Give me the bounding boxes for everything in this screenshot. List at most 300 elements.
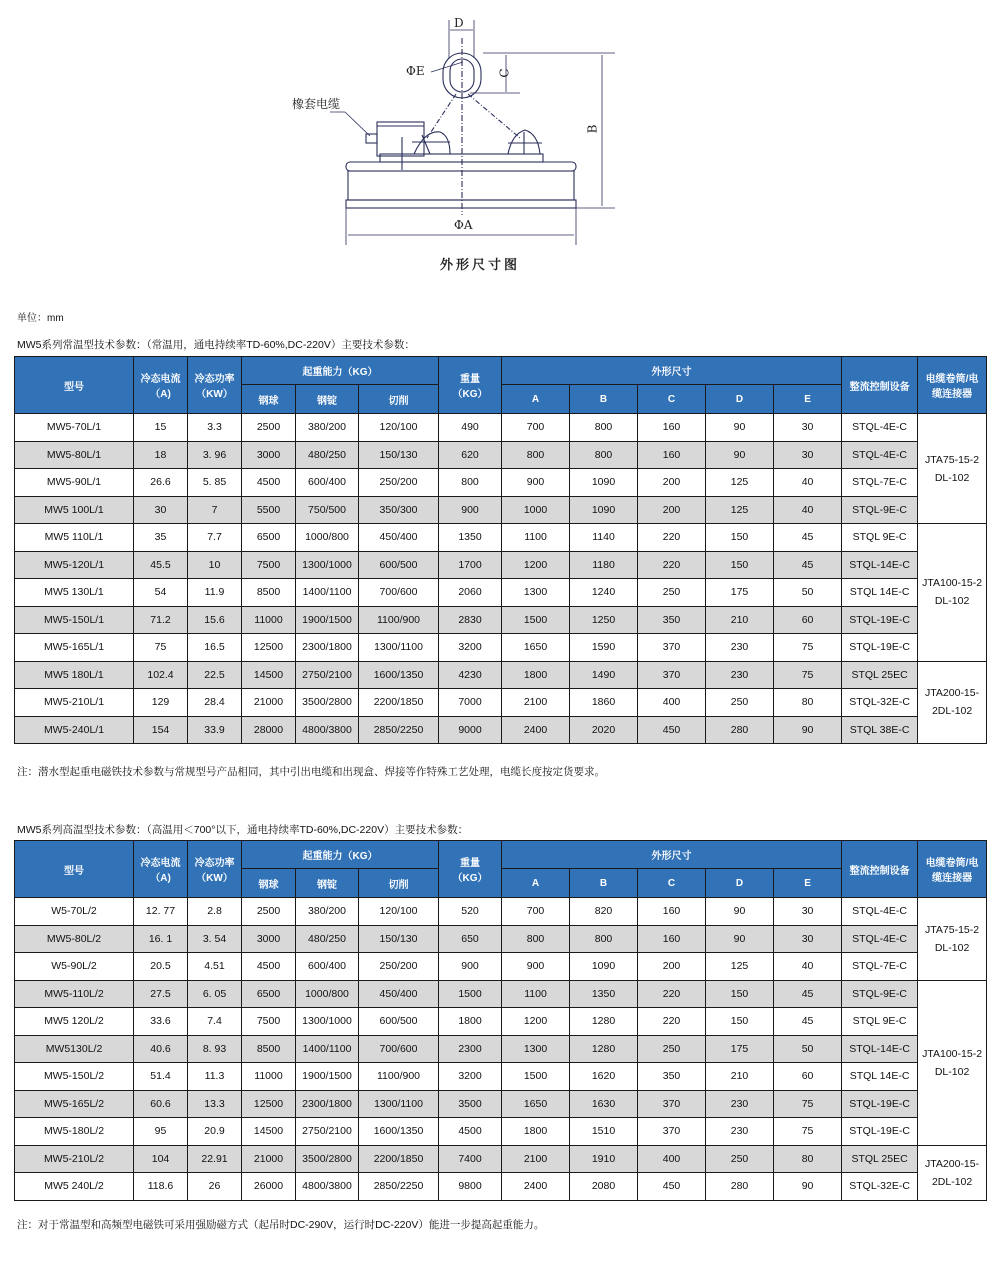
cell-steel-ball: 8500	[242, 1035, 296, 1063]
header-power: 冷态功率 （KW）	[188, 841, 242, 898]
table-row	[15, 579, 987, 607]
cell-dim-b: 800	[570, 441, 638, 469]
cell-model: MW5-210L/1	[15, 689, 134, 717]
cell-dim-d: 150	[706, 1008, 774, 1036]
connector-line1: JTA75-15-2	[925, 453, 980, 466]
cell-dim-e: 60	[774, 1063, 842, 1091]
cell-dim-a: 1300	[502, 1035, 570, 1063]
cell-cold-current: 35	[134, 524, 188, 552]
header-model: 型号	[15, 841, 134, 898]
cell-steel-ingot: 3500/2800	[296, 1145, 359, 1173]
cell-dim-b: 1350	[570, 980, 638, 1008]
header-steel-ball: 钢球	[242, 385, 296, 414]
cell-model: MW5-70L/1	[15, 414, 134, 442]
diagram-caption: 外形尺寸图	[439, 258, 520, 273]
table-row	[15, 414, 987, 442]
table1-note: 注：潜水型起重电磁铁技术参数与常规型号产品相同，其中引出电缆和出现盒、焊接等作特殊工艺处理，电缆长度按定货要求。	[17, 766, 605, 778]
cell-model: MW5 100L/1	[15, 496, 134, 524]
cell-steel-ball: 21000	[242, 1145, 296, 1173]
cell-dim-a: 800	[502, 925, 570, 953]
cell-model: W5-70L/2	[15, 898, 134, 926]
cell-dim-e: 45	[774, 980, 842, 1008]
cell-cold-power: 3.3	[188, 414, 242, 442]
cell-steel-ball: 4500	[242, 953, 296, 981]
cell-weight: 2300	[439, 1035, 502, 1063]
cell-steel-ingot: 4800/3800	[296, 1173, 359, 1201]
cell-cable-connector	[918, 898, 987, 981]
cell-dim-b: 800	[570, 925, 638, 953]
cell-steel-ball: 28000	[242, 716, 296, 744]
cell-dim-b: 1280	[570, 1008, 638, 1036]
cell-steel-ingot: 380/200	[296, 414, 359, 442]
table-row	[15, 496, 987, 524]
cell-steel-ball: 8500	[242, 579, 296, 607]
cell-rectifier: STQL 14E-C	[842, 1063, 918, 1091]
cell-steel-ingot: 480/250	[296, 925, 359, 953]
high-temp-spec-table	[14, 840, 987, 1201]
unit-label: 单位：mm	[17, 313, 64, 324]
cell-model: MW5-80L/1	[15, 441, 134, 469]
cell-cold-current: 16. 1	[134, 925, 188, 953]
cell-steel-ball: 7500	[242, 551, 296, 579]
cell-dim-d: 250	[706, 689, 774, 717]
cell-steel-ingot: 4800/3800	[296, 716, 359, 744]
cell-steel-ingot: 2750/2100	[296, 1118, 359, 1146]
cell-steel-ingot: 2300/1800	[296, 634, 359, 662]
cell-dim-d: 250	[706, 1145, 774, 1173]
cell-dim-c: 250	[638, 579, 706, 607]
cell-weight: 900	[439, 953, 502, 981]
cell-dim-e: 75	[774, 661, 842, 689]
header-weight: 重量 （KG）	[439, 357, 502, 414]
connector-line1: JTA200-15-	[925, 1157, 980, 1170]
cell-steel-ball: 3000	[242, 441, 296, 469]
cell-dim-a: 1650	[502, 634, 570, 662]
cell-model: MW5-180L/2	[15, 1118, 134, 1146]
cell-dim-b: 1240	[570, 579, 638, 607]
cell-model: MW5-90L/1	[15, 469, 134, 497]
cell-dim-d: 280	[706, 1173, 774, 1201]
cell-dim-d: 230	[706, 634, 774, 662]
cell-dim-e: 75	[774, 1118, 842, 1146]
table-row	[15, 1090, 987, 1118]
cell-steel-ball: 14500	[242, 661, 296, 689]
table-row	[15, 551, 987, 579]
cell-dim-c: 370	[638, 1090, 706, 1118]
table-row	[15, 953, 987, 981]
cell-rectifier: STQL-7E-C	[842, 953, 918, 981]
cell-cutting: 450/400	[359, 980, 439, 1008]
cell-cold-power: 11.9	[188, 579, 242, 607]
cell-rectifier: STQL-4E-C	[842, 441, 918, 469]
cell-steel-ingot: 1000/800	[296, 980, 359, 1008]
cell-cold-current: 18	[134, 441, 188, 469]
cell-dim-a: 1200	[502, 551, 570, 579]
cell-dim-a: 1300	[502, 579, 570, 607]
cell-rectifier: STQL-4E-C	[842, 925, 918, 953]
cell-steel-ball: 14500	[242, 1118, 296, 1146]
cell-rectifier: STQL-7E-C	[842, 469, 918, 497]
cell-rectifier: STQL-14E-C	[842, 1035, 918, 1063]
cell-dim-e: 30	[774, 925, 842, 953]
cell-dim-e: 40	[774, 953, 842, 981]
cell-model: MW5130L/2	[15, 1035, 134, 1063]
cell-dim-d: 230	[706, 1090, 774, 1118]
header-dim-e: E	[774, 385, 842, 414]
cell-dim-c: 370	[638, 661, 706, 689]
table2-title: MW5系列高温型技术参数：（高温用＜700°以下，通电持续率TD-60%,DC-220V）主要技术参数：	[17, 824, 469, 836]
cell-steel-ball: 11000	[242, 1063, 296, 1091]
cell-dim-c: 400	[638, 1145, 706, 1173]
cell-dim-b: 1910	[570, 1145, 638, 1173]
cell-cutting: 600/500	[359, 1008, 439, 1036]
cell-dim-c: 370	[638, 634, 706, 662]
cell-weight: 4230	[439, 661, 502, 689]
cell-dim-a: 1500	[502, 606, 570, 634]
header-cable-connector: 电缆卷筒/电 缆连接器	[918, 357, 987, 414]
connector-line1: JTA100-15-2	[922, 577, 983, 590]
cell-cold-current: 95	[134, 1118, 188, 1146]
cell-dim-d: 125	[706, 953, 774, 981]
cell-cutting: 2200/1850	[359, 1145, 439, 1173]
cell-steel-ingot: 3500/2800	[296, 689, 359, 717]
cell-cold-power: 5. 85	[188, 469, 242, 497]
cell-steel-ball: 7500	[242, 1008, 296, 1036]
cell-model: MW5-165L/1	[15, 634, 134, 662]
cell-cold-power: 20.9	[188, 1118, 242, 1146]
table-row	[15, 1035, 987, 1063]
magnet-drawing	[330, 0, 630, 280]
cell-cold-current: 51.4	[134, 1063, 188, 1091]
cell-steel-ball: 12500	[242, 634, 296, 662]
cell-cold-power: 7.7	[188, 524, 242, 552]
cell-dim-e: 45	[774, 524, 842, 552]
cell-dim-e: 45	[774, 551, 842, 579]
cell-steel-ball: 21000	[242, 689, 296, 717]
cell-rectifier: STQL-4E-C	[842, 898, 918, 926]
cell-cold-power: 28.4	[188, 689, 242, 717]
table-row	[15, 980, 987, 1008]
cell-model: MW5 240L/2	[15, 1173, 134, 1201]
cell-dim-b: 1630	[570, 1090, 638, 1118]
cell-dim-a: 1500	[502, 1063, 570, 1091]
cell-dim-c: 160	[638, 414, 706, 442]
cell-dim-b: 1250	[570, 606, 638, 634]
cell-rectifier: STQL 25EC	[842, 661, 918, 689]
cell-dim-a: 1800	[502, 1118, 570, 1146]
connector-line2: DL-102	[934, 595, 970, 608]
table-row	[15, 1063, 987, 1091]
cell-model: MW5-150L/2	[15, 1063, 134, 1091]
table-row	[15, 898, 987, 926]
cell-steel-ingot: 600/400	[296, 469, 359, 497]
cell-cutting: 600/500	[359, 551, 439, 579]
cell-dim-e: 30	[774, 441, 842, 469]
table-row	[15, 441, 987, 469]
cell-dim-d: 125	[706, 469, 774, 497]
connector-line1: JTA75-15-2	[925, 923, 980, 936]
cell-cutting: 2850/2250	[359, 1173, 439, 1201]
table2-note: 注：对于常温型和高频型电磁铁可采用强励磁方式（起吊时DC-290V，运行时DC-220V）能进一步提高起重能力。	[17, 1219, 545, 1231]
dim-d-label: D	[454, 16, 464, 30]
cell-dim-c: 350	[638, 1063, 706, 1091]
cell-weight: 800	[439, 469, 502, 497]
cell-dim-d: 210	[706, 606, 774, 634]
cell-steel-ball: 2500	[242, 414, 296, 442]
cell-dim-a: 1000	[502, 496, 570, 524]
cell-dim-e: 80	[774, 1145, 842, 1173]
cell-steel-ingot: 2300/1800	[296, 1090, 359, 1118]
connector-line2: 2DL-102	[931, 1175, 973, 1188]
cell-cold-power: 22.5	[188, 661, 242, 689]
cell-cutting: 250/200	[359, 469, 439, 497]
header-lifting-capacity: 起重能力（KG）	[242, 357, 439, 385]
header-dim-e: E	[774, 869, 842, 898]
cell-dim-b: 2080	[570, 1173, 638, 1201]
header-rectifier: 整流控制设备	[842, 357, 918, 414]
table1-title: MW5系列常温型技术参数：（常温用，通电持续率TD-60%,DC-220V）主要技术参数：	[17, 339, 415, 351]
header-weight: 重量 （KG）	[439, 841, 502, 898]
cell-cold-current: 15	[134, 414, 188, 442]
cell-dim-d: 175	[706, 579, 774, 607]
cell-cutting: 450/400	[359, 524, 439, 552]
cell-dim-c: 200	[638, 953, 706, 981]
cell-rectifier: STQL-9E-C	[842, 496, 918, 524]
cell-dim-d: 230	[706, 661, 774, 689]
cell-dim-e: 90	[774, 1173, 842, 1201]
cell-cold-current: 102.4	[134, 661, 188, 689]
cell-cold-current: 54	[134, 579, 188, 607]
cell-weight: 2830	[439, 606, 502, 634]
cell-dim-d: 230	[706, 1118, 774, 1146]
cell-dim-e: 30	[774, 898, 842, 926]
cell-steel-ingot: 1300/1000	[296, 551, 359, 579]
cell-dim-e: 75	[774, 634, 842, 662]
cell-weight: 620	[439, 441, 502, 469]
cell-rectifier: STQL-9E-C	[842, 980, 918, 1008]
cell-dim-d: 125	[706, 496, 774, 524]
cell-cold-power: 6. 05	[188, 980, 242, 1008]
cell-cable-connector	[918, 1145, 987, 1200]
cell-cold-power: 15.6	[188, 606, 242, 634]
cell-dim-c: 160	[638, 898, 706, 926]
cell-steel-ingot: 380/200	[296, 898, 359, 926]
header-dim-b: B	[570, 385, 638, 414]
cell-dim-b: 2020	[570, 716, 638, 744]
cell-dim-d: 90	[706, 441, 774, 469]
cell-steel-ball: 6500	[242, 980, 296, 1008]
cell-cold-current: 154	[134, 716, 188, 744]
connector-line2: DL-102	[934, 941, 970, 954]
cell-steel-ingot: 2750/2100	[296, 661, 359, 689]
cell-cold-current: 12. 77	[134, 898, 188, 926]
header-lifting-capacity: 起重能力（KG）	[242, 841, 439, 869]
cell-cold-current: 27.5	[134, 980, 188, 1008]
cell-dim-e: 80	[774, 689, 842, 717]
table-row	[15, 716, 987, 744]
cell-rectifier: STQL-4E-C	[842, 414, 918, 442]
cell-weight: 3500	[439, 1090, 502, 1118]
cell-cold-power: 7.4	[188, 1008, 242, 1036]
header-dim-a: A	[502, 869, 570, 898]
connector-line2: 2DL-102	[931, 705, 973, 718]
cell-dim-a: 2100	[502, 1145, 570, 1173]
cell-dim-a: 2400	[502, 716, 570, 744]
cell-weight: 490	[439, 414, 502, 442]
cell-cold-current: 20.5	[134, 953, 188, 981]
dim-b-label: B	[585, 124, 600, 134]
cell-cold-current: 40.6	[134, 1035, 188, 1063]
cell-cutting: 120/100	[359, 898, 439, 926]
cell-dim-b: 1090	[570, 469, 638, 497]
table-row	[15, 634, 987, 662]
cell-dim-a: 1800	[502, 661, 570, 689]
cell-cutting: 1300/1100	[359, 634, 439, 662]
cell-dim-a: 2400	[502, 1173, 570, 1201]
cell-dim-b: 1590	[570, 634, 638, 662]
cell-model: MW5-240L/1	[15, 716, 134, 744]
header-steel-ball: 钢球	[242, 869, 296, 898]
cell-dim-a: 900	[502, 953, 570, 981]
cell-dim-d: 280	[706, 716, 774, 744]
cell-cutting: 350/300	[359, 496, 439, 524]
cell-weight: 520	[439, 898, 502, 926]
cell-cutting: 700/600	[359, 579, 439, 607]
cell-weight: 7000	[439, 689, 502, 717]
cell-cold-power: 4.51	[188, 953, 242, 981]
header-dim-b: B	[570, 869, 638, 898]
cell-dim-b: 1090	[570, 953, 638, 981]
cell-dim-e: 30	[774, 414, 842, 442]
header-dim-d: D	[706, 869, 774, 898]
cell-rectifier: STQL-32E-C	[842, 1173, 918, 1201]
cell-steel-ball: 3000	[242, 925, 296, 953]
cell-cold-power: 8. 93	[188, 1035, 242, 1063]
cell-model: MW5 110L/1	[15, 524, 134, 552]
cell-rectifier: STQL-19E-C	[842, 1090, 918, 1118]
table-row	[15, 689, 987, 717]
cell-weight: 2060	[439, 579, 502, 607]
cell-weight: 1800	[439, 1008, 502, 1036]
cell-dim-d: 210	[706, 1063, 774, 1091]
cell-cold-power: 33.9	[188, 716, 242, 744]
header-model: 型号	[15, 357, 134, 414]
cell-cold-current: 71.2	[134, 606, 188, 634]
cell-cold-current: 75	[134, 634, 188, 662]
cell-dim-e: 90	[774, 716, 842, 744]
cell-dim-e: 75	[774, 1090, 842, 1118]
cell-cold-power: 11.3	[188, 1063, 242, 1091]
cell-dim-d: 90	[706, 925, 774, 953]
cell-steel-ingot: 1300/1000	[296, 1008, 359, 1036]
cell-model: MW5 180L/1	[15, 661, 134, 689]
cell-rectifier: STQL-32E-C	[842, 689, 918, 717]
cell-dim-a: 1100	[502, 980, 570, 1008]
cell-weight: 900	[439, 496, 502, 524]
cell-steel-ingot: 1400/1100	[296, 1035, 359, 1063]
cell-dim-a: 700	[502, 898, 570, 926]
cell-cable-connector	[918, 980, 987, 1145]
cell-steel-ingot: 1900/1500	[296, 606, 359, 634]
cell-weight: 650	[439, 925, 502, 953]
cell-cold-current: 45.5	[134, 551, 188, 579]
cell-dim-c: 220	[638, 551, 706, 579]
cell-dim-e: 40	[774, 496, 842, 524]
header-current: 冷态电流 （A)	[134, 841, 188, 898]
cell-dim-a: 700	[502, 414, 570, 442]
cell-steel-ingot: 1400/1100	[296, 579, 359, 607]
cell-dim-b: 1490	[570, 661, 638, 689]
cell-cold-current: 30	[134, 496, 188, 524]
table-row	[15, 1173, 987, 1201]
cell-cold-power: 2.8	[188, 898, 242, 926]
cell-dim-b: 820	[570, 898, 638, 926]
cell-cold-power: 3. 96	[188, 441, 242, 469]
cable-label: 橡套电缆	[292, 97, 341, 111]
cell-cable-connector	[918, 414, 987, 524]
cell-dim-d: 150	[706, 551, 774, 579]
cell-cutting: 1100/900	[359, 1063, 439, 1091]
cell-cold-current: 104	[134, 1145, 188, 1173]
cell-dim-c: 350	[638, 606, 706, 634]
cell-dim-c: 220	[638, 1008, 706, 1036]
cell-cutting: 2200/1850	[359, 689, 439, 717]
cell-dim-c: 220	[638, 980, 706, 1008]
cell-steel-ball: 26000	[242, 1173, 296, 1201]
header-dim-c: C	[638, 385, 706, 414]
cell-dim-c: 370	[638, 1118, 706, 1146]
cell-weight: 4500	[439, 1118, 502, 1146]
cell-dim-c: 450	[638, 716, 706, 744]
cell-cold-power: 16.5	[188, 634, 242, 662]
cell-dim-c: 250	[638, 1035, 706, 1063]
dim-e-label: ΦE	[406, 64, 425, 78]
cell-cold-power: 13.3	[188, 1090, 242, 1118]
cell-cold-current: 60.6	[134, 1090, 188, 1118]
cell-cold-power: 22.91	[188, 1145, 242, 1173]
cell-model: MW5-120L/1	[15, 551, 134, 579]
cell-dim-e: 50	[774, 1035, 842, 1063]
cell-dim-d: 90	[706, 898, 774, 926]
cell-rectifier: STQL-14E-C	[842, 551, 918, 579]
cell-steel-ball: 2500	[242, 898, 296, 926]
dim-a-label: ΦA	[454, 218, 473, 232]
cell-model: MW5-165L/2	[15, 1090, 134, 1118]
cell-dim-d: 150	[706, 524, 774, 552]
connector-line1: JTA100-15-2	[922, 1047, 983, 1060]
cell-weight: 9800	[439, 1173, 502, 1201]
cell-weight: 1700	[439, 551, 502, 579]
cell-rectifier: STQL 14E-C	[842, 579, 918, 607]
cell-cold-current: 26.6	[134, 469, 188, 497]
cell-steel-ingot: 1900/1500	[296, 1063, 359, 1091]
cell-dim-b: 1620	[570, 1063, 638, 1091]
cell-steel-ball: 6500	[242, 524, 296, 552]
cell-cable-connector	[918, 661, 987, 744]
header-steel-ingot: 钢锭	[296, 869, 359, 898]
header-cutting: 切削	[359, 869, 439, 898]
header-cutting: 切削	[359, 385, 439, 414]
cell-dim-c: 220	[638, 524, 706, 552]
cell-rectifier: STQL 25EC	[842, 1145, 918, 1173]
cell-dim-e: 40	[774, 469, 842, 497]
cell-steel-ball: 12500	[242, 1090, 296, 1118]
cell-weight: 9000	[439, 716, 502, 744]
header-power: 冷态功率 （KW）	[188, 357, 242, 414]
cell-steel-ingot: 1000/800	[296, 524, 359, 552]
cell-dim-e: 45	[774, 1008, 842, 1036]
cell-model: MW5-210L/2	[15, 1145, 134, 1173]
